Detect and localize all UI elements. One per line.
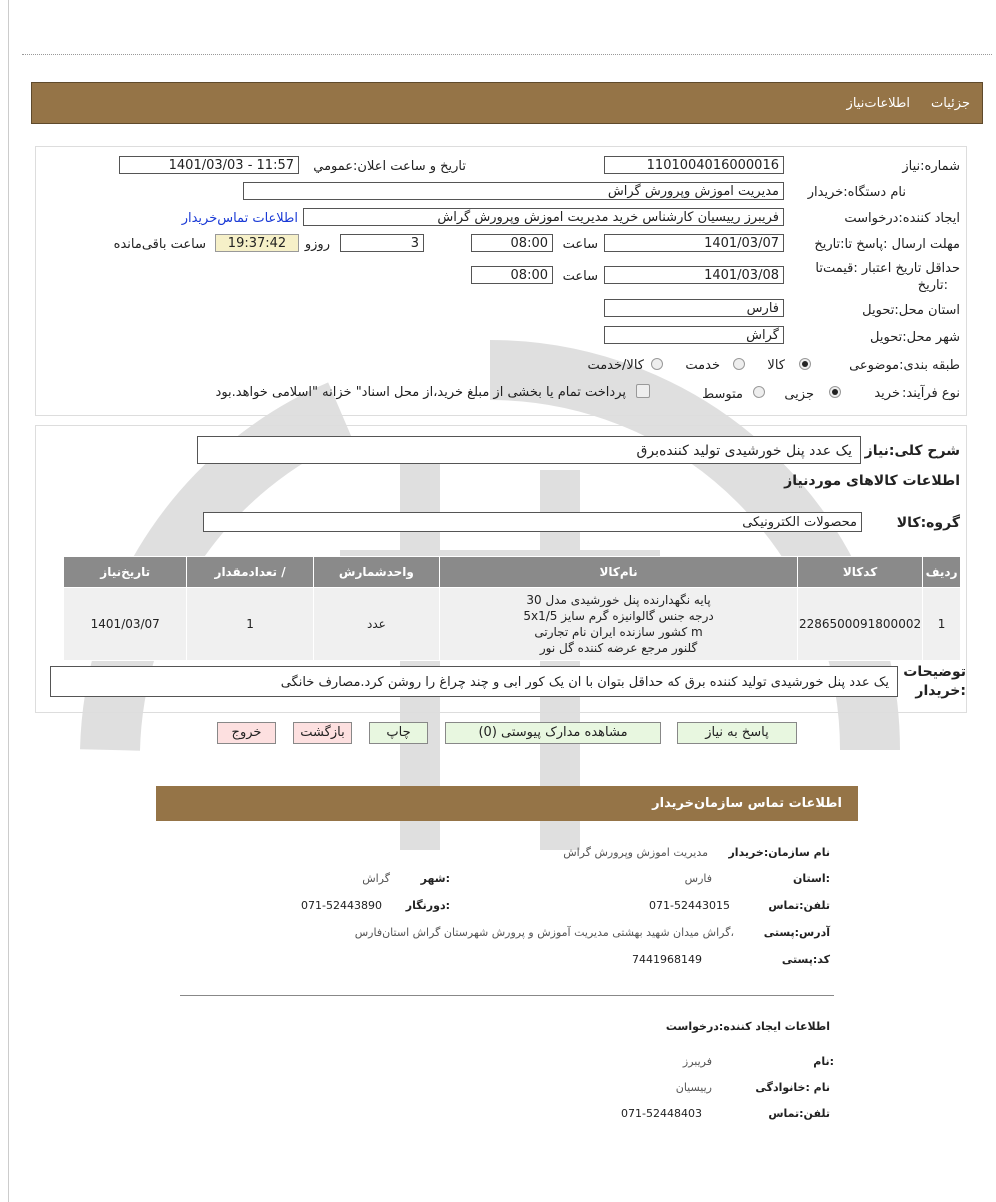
need-desc-label: شرح کلی:نیاز [864,443,960,459]
buyer-org-label: نام دستگاه:خريدار [807,185,906,200]
creator-family-value: رییسیان [675,1081,712,1094]
process-medium-radio[interactable] [753,386,765,398]
org-label: نام سازمان:خریدار [728,846,830,859]
remaining-time-field: 19:37:42 [215,234,299,252]
creator-name-value: فریبرز [682,1055,712,1068]
exit-button[interactable]: خروج [217,722,276,744]
treasury-text: پرداخت تمام یا بخشی از مبلغ خرید،از محل اسناد" خزانه "اسلامی خواهد.بود [215,385,626,400]
process-medium-label: متوسط [702,387,743,402]
need-desc-field: یک عدد پنل خورشیدی تولید کننده‌برق [197,436,861,464]
table-row [64,588,961,661]
cell-name-line: درجه جنس گالوانیزه گرم سایز 5x1/5 [523,609,714,623]
contact-city-label: :شهر [420,872,450,885]
province-field: فارس [604,299,784,317]
print-button[interactable]: چاپ [369,722,428,744]
buyer-notes-label-2: :خریدار [915,683,966,699]
contact-address-label: آدرس:پستی [763,926,830,939]
contact-city-value: گراش [362,872,390,885]
process-buy-label: خريد [874,386,900,401]
category-both-radio[interactable] [651,358,663,370]
cell-name-line: m کشور سازنده ایران نام تجارتی [534,625,703,639]
buyer-contact-link[interactable]: اطلاعات تماس‌خریدار [181,211,298,226]
tab-bar [31,82,983,124]
contact-province-label: :استان [793,872,830,885]
creator-phone-value: 071-52448403 [621,1107,702,1120]
top-divider [22,54,992,55]
col-name: نام‌کالا [440,557,798,588]
contact-fax-label: :دورنگار [405,899,450,912]
city-field: گراش [604,326,784,344]
buyer-notes-label: توضیحات [903,664,966,680]
contact-address-value: ،گراش میدان شهید بهشتی مدیریت آموزش و پرورش شهرستان گراش استان‌فارس [354,926,734,939]
validity-label: حداقل تاریخ اعتبار :قیمت‌تا [815,261,960,276]
goods-info-title: اطلاعات کالاهای موردنیاز [784,473,960,489]
col-qty: / تعدادمقدار [187,557,313,588]
category-service-label: خدمت [685,358,720,373]
cell-row: 1 [923,588,961,661]
need-number-label: شماره:نیاز [902,159,960,174]
back-button[interactable]: بازگشت [293,722,352,744]
validity-date-field: 1401/03/08 [604,266,784,284]
deadline-time-field: 08:00 [471,234,553,252]
category-goods-radio[interactable] [799,358,811,370]
contact-province-value: فارس [684,872,712,885]
validity-time-field: 08:00 [471,266,553,284]
col-code: کدکالا [797,557,922,588]
buyer-contact-header [156,786,858,821]
category-both-label: کالا/خدمت [587,358,644,373]
deadline-label: مهلت ارسال :پاسخ تا:تاریخ [814,237,960,252]
creator-name-label: :نام [813,1055,834,1068]
need-number-field: 1101004016000016 [604,156,784,174]
validity-time-label: ساعت [562,269,598,284]
goods-group-field: محصولات الکترونیکی [203,512,862,532]
page-left-border [8,0,9,1202]
days-label: روزو [304,237,330,252]
contact-phone-value: 071-52443015 [649,899,730,912]
creator-info-title: اطلاعات ایجاد کننده:درخواست [665,1020,830,1033]
province-label: استان محل:تحویل [862,303,960,318]
buyer-notes-field: یک عدد پنل خورشیدی تولید کننده برق که حداقل بتوان با ان یک کور ابی و چند چراغ را روشن کرد.مصارف خانگی [50,666,898,697]
contact-divider [180,995,834,996]
creator-phone-label: تلفن:تماس [768,1107,830,1120]
goods-group-label: گروه:کالا [896,515,960,531]
org-value: مدیریت اموزش وپرورش گراش [563,846,708,859]
deadline-time-label: ساعت [562,237,598,252]
tab-details[interactable]: جزئیات [931,96,970,111]
category-goods-label: کالا [767,358,785,373]
cell-code: 2286500091800002 [797,588,922,661]
announce-label: تاریخ و ساعت اعلان:عمومي [313,159,466,174]
process-minor-label: جزیی [784,387,814,402]
category-label: طبقه بندی:موضوعی [849,358,960,373]
category-service-radio[interactable] [733,358,745,370]
days-field: 3 [340,234,424,252]
process-minor-radio[interactable] [829,386,841,398]
cell-date: 1401/03/07 [64,588,187,661]
announce-field: 1401/03/03 - 11:57 [119,156,299,174]
reply-button[interactable]: پاسخ به نیاز [677,722,797,744]
cell-name [440,588,798,661]
creator-family-label: نام :خانوادگی [755,1081,830,1094]
tab-need-info[interactable]: اطلاعات‌نیاز [846,96,910,111]
contact-postal-value: 7441968149 [632,953,702,966]
validity-label-2: :تاریخ [917,278,948,293]
goods-table [63,556,961,661]
contact-postal-label: کد:پستی [781,953,830,966]
process-label: نوع فرآیند: [902,386,960,401]
city-label: شهر محل:تحویل [870,330,960,345]
buyer-contact-title: اطلاعات تماس سازمان‌خریدار [652,796,842,811]
cell-name-line: گلنور مرجع عرضه کننده گل نور [539,641,698,655]
cell-qty: 1 [187,588,313,661]
col-unit: واحدشمارش [313,557,440,588]
cell-unit: عدد [313,588,440,661]
cell-name-line: پایه نگهدارنده پنل خورشیدی مدل 30 [526,593,711,607]
creator-label: ایجاد کننده:درخواست [844,211,960,226]
treasury-checkbox[interactable] [636,384,650,398]
attachments-button[interactable]: مشاهده مدارک پیوستی (0) [445,722,661,744]
contact-fax-value: 071-52443890 [301,899,382,912]
buyer-org-field: مدیریت اموزش وپرورش گراش [243,182,784,200]
remaining-label: ساعت باقی‌مانده [113,237,206,252]
col-row: ردیف [923,557,961,588]
deadline-date-field: 1401/03/07 [604,234,784,252]
creator-field: فریبرز رییسیان کارشناس خرید مدیریت اموزش وپرورش گراش [303,208,784,226]
col-date: تاریخ‌نیاز [64,557,187,588]
contact-phone-label: تلفن:تماس [768,899,830,912]
